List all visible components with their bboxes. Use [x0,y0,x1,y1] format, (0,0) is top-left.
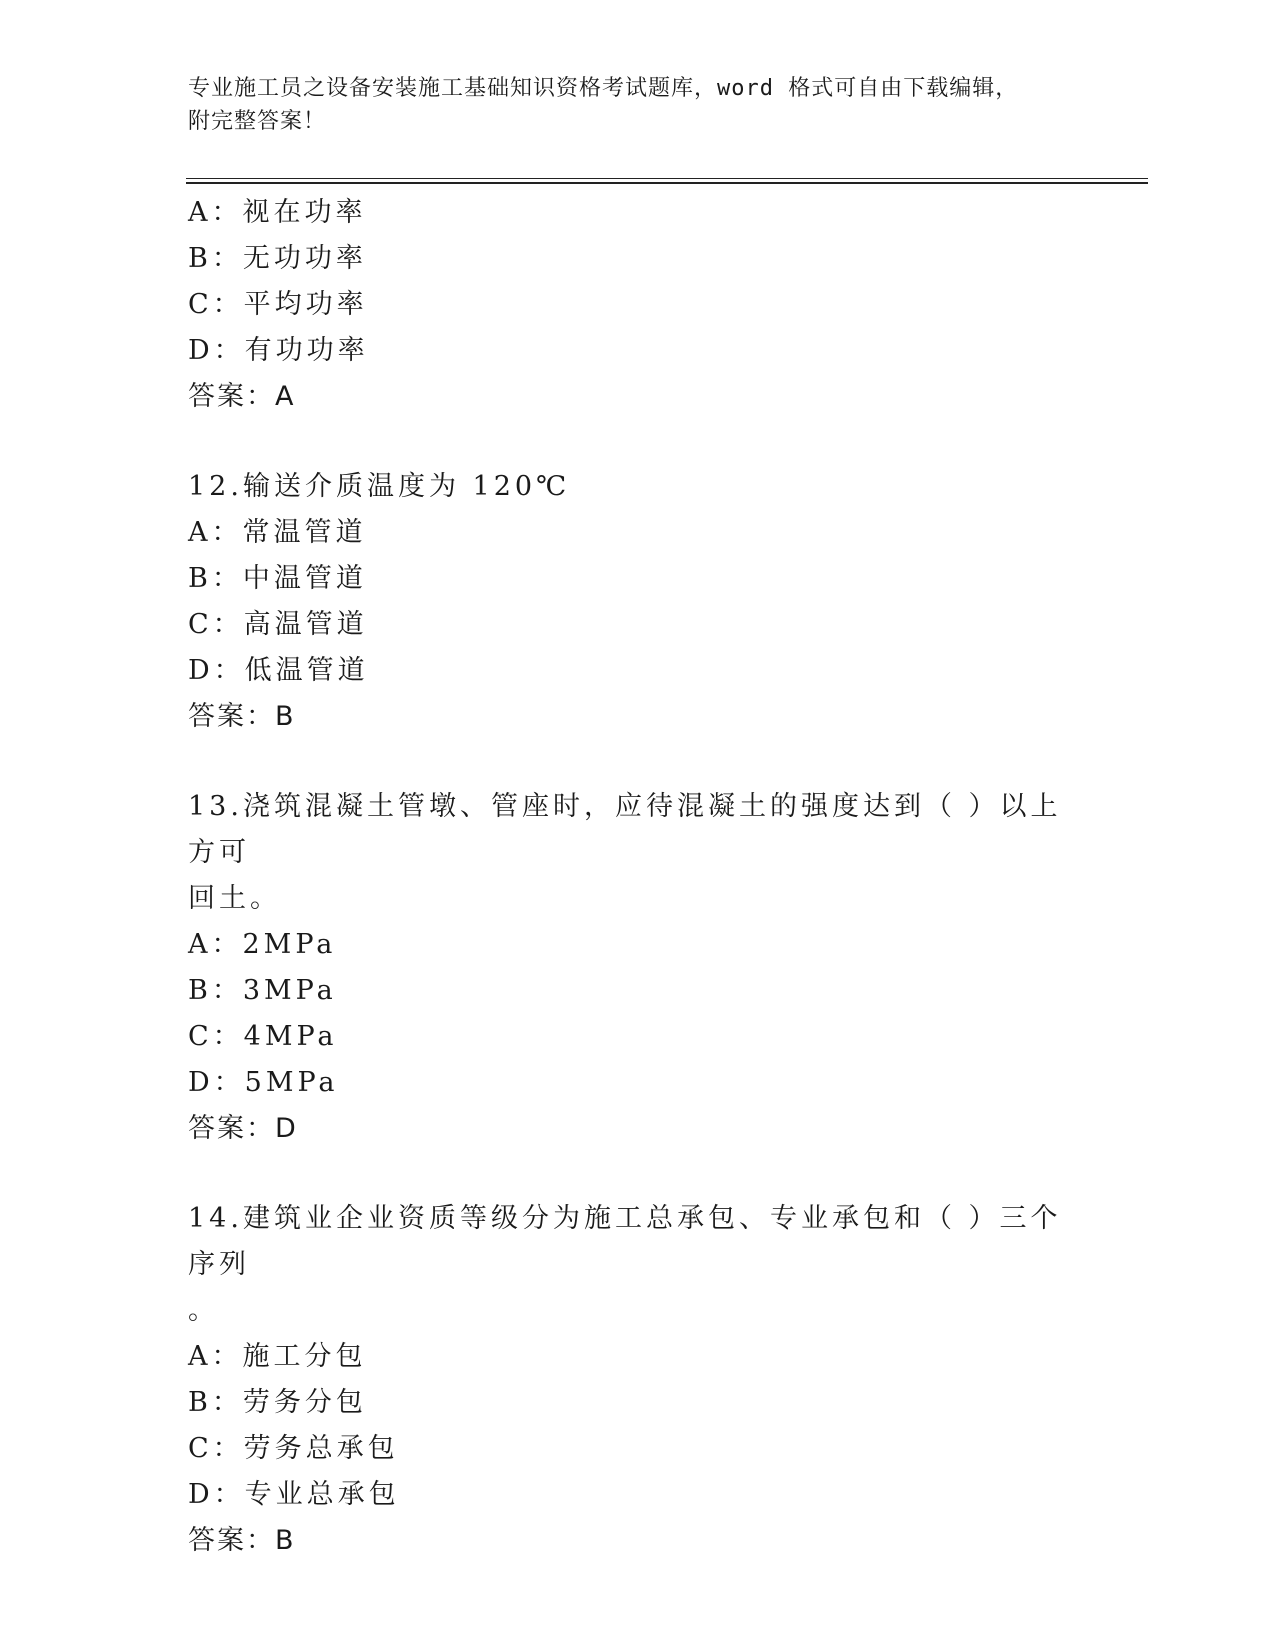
header-line-1: 专业施工员之设备安装施工基础知识资格考试题库，word 格式可自由下载编辑， [188,76,1019,101]
question-14 [188,1196,1088,1564]
question-stem-continuation: 回土。 [188,883,281,914]
header-divider-thin [186,178,1148,179]
answer: 答案：D [188,1113,298,1144]
question-13 [188,784,1088,1152]
question-stem-continuation: 。 [188,1295,219,1326]
option-d: D：专业总承包 [188,1479,400,1510]
answer: 答案：B [188,1525,296,1556]
option-a: A：视在功率 [188,197,367,228]
option-b: B：无功功率 [188,243,367,274]
option-b: B：中温管道 [188,563,367,594]
option-a: A：施工分包 [188,1341,367,1372]
option-b: B：3MPa [188,975,337,1006]
answer: 答案：A [188,381,296,412]
question-stem: 13.浇筑混凝土管墩、管座时，应待混凝土的强度达到（ ）以上方可 [188,791,1062,868]
option-c: C：高温管道 [188,609,368,640]
option-c: C：4MPa [188,1021,338,1052]
question-list [188,190,1088,1564]
header-line-2: 附完整答案！ [188,109,327,134]
question-12 [188,464,1088,740]
option-d: D：低温管道 [188,655,369,686]
option-d: D：5MPa [188,1067,339,1098]
option-c: C：劳务总承包 [188,1433,399,1464]
option-b: B：劳务分包 [188,1387,367,1418]
option-a: A：常温管道 [188,517,367,548]
answer: 答案：B [188,701,296,732]
option-d: D：有功功率 [188,335,369,366]
question-stem: 14.建筑业企业资质等级分为施工总承包、专业承包和（ ）三个序列 [188,1203,1062,1280]
question-stem: 12.输送介质温度为 120℃ [188,471,571,502]
question-11 [188,190,1088,420]
document-header [188,72,1068,138]
header-divider-thick [186,182,1148,184]
option-a: A：2MPa [188,929,337,960]
option-c: C：平均功率 [188,289,368,320]
